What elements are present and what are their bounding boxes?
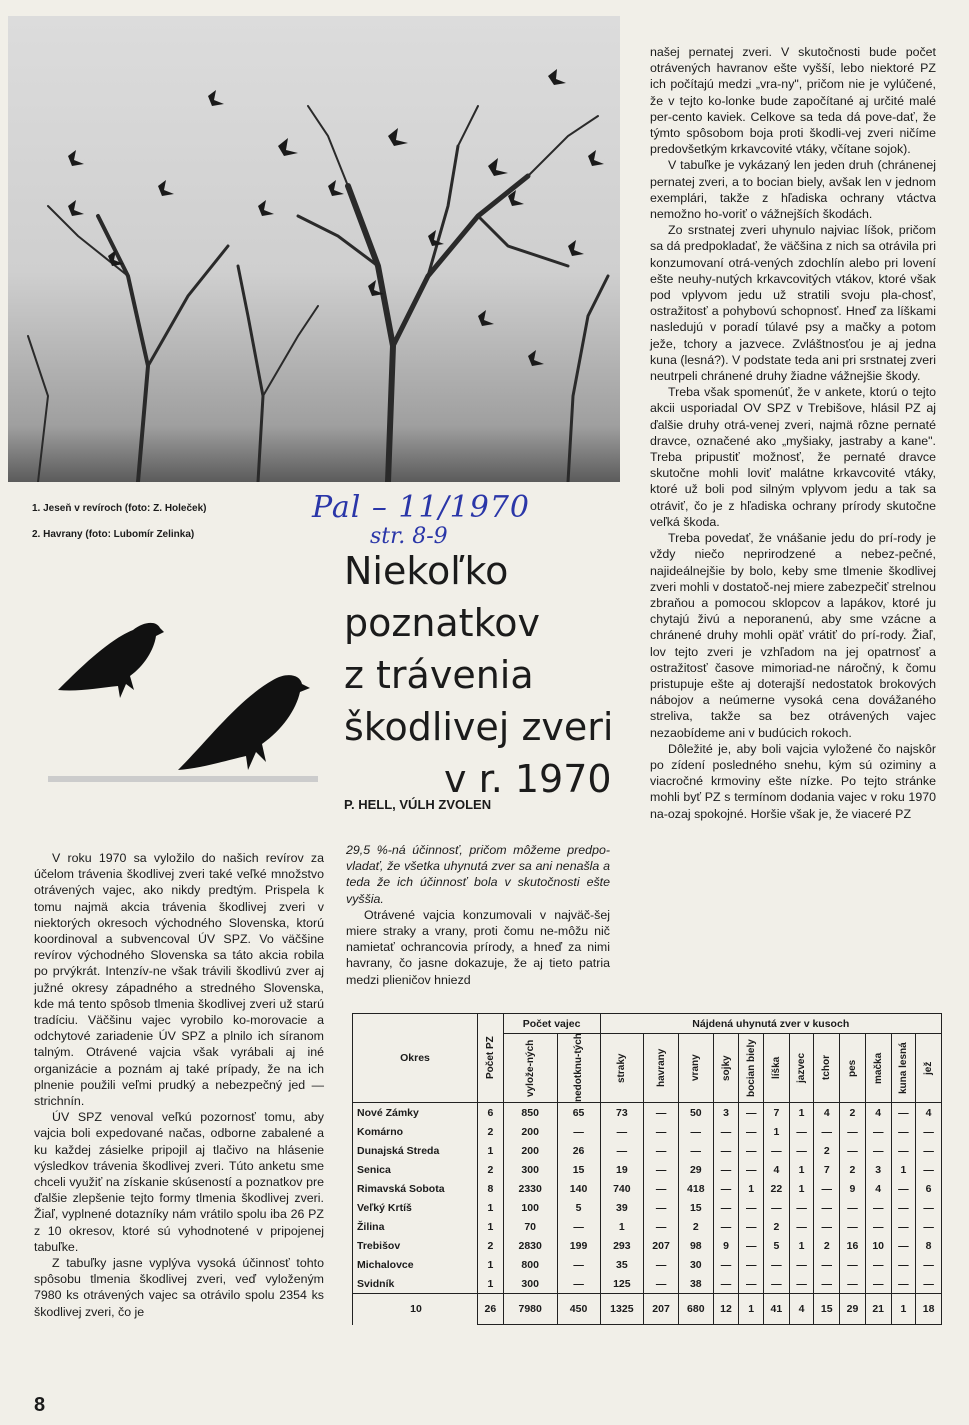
table-cell: — (916, 1274, 942, 1294)
right-paragraph-5: Treba povedať, že vnášanie jedu do prí-rody je vždy niečo neprirodzené a nebez-pečné, najideálnejšie by bolo, keby sme tlmenie škodlivej zveri mohli v dostatoč-nej miere zabezpečiť strelnou zbraňou a pomocou sklopcov a lapákov, ktoré ju chytajú živú a neporanenú, aby sme vzácne a chránené druhy mohli opäť vrátiť do prí-rody. Žiaľ, lov tejto zveri je vzhľadom na jej opatrnosť a ostražitosť časove mimoriad-ne náročný, k čomu pristupuje ešte aj doterajší nedostatok brokových nábojov a neúmerne vysoká cena dovážaného streliva, takže sa bez otrávených vajec nezaobídeme ani v budúcich rokoch. (650, 531, 936, 740)
table-row (353, 1160, 942, 1179)
cell-okres: Veľký Krtíš (353, 1198, 478, 1217)
table-cell: 73 (600, 1103, 644, 1123)
table-cell: 65 (557, 1103, 600, 1123)
page-number: 8 (34, 1394, 46, 1416)
table-cell: — (814, 1255, 840, 1274)
table-cell: 6 (478, 1103, 504, 1123)
col-vrany: vrany (678, 1034, 713, 1103)
table-cell: — (644, 1122, 679, 1141)
table-cell: 1 (478, 1198, 504, 1217)
photo-trees-crows (8, 16, 620, 482)
right-paragraph-4: Treba však spomenúť, že v ankete, ktorú o tejto akcii usporiadal OV SPZ v Trebišove, hlásil PZ aj ďalšie druhy otrá-venej zveri, najmä rôzne pernaté dravce, označené ako „myšiaky, jastraby a kane". Treba pripustiť možnosť, že pernaté dravce skutočne mohli loviť malátne krkavcovité vtáky, ktoré už boli pod silným vplyvom jedu a tak sa otráviť, čo je z hľadiska ochrany prírody skutočne veľká škoda. (650, 385, 936, 529)
table-cell: 15 (557, 1160, 600, 1179)
table-cell: 1 (789, 1160, 814, 1179)
table-cell: — (764, 1255, 790, 1274)
table-cell: — (814, 1274, 840, 1294)
cell-okres: 10 (353, 1294, 478, 1325)
table-cell: — (644, 1103, 679, 1123)
table-cell: 16 (840, 1236, 866, 1255)
table-cell: — (891, 1217, 916, 1236)
table-cell: 2830 (503, 1236, 557, 1255)
table-cell: — (840, 1198, 866, 1217)
table-cell: 207 (644, 1294, 679, 1325)
table-cell: — (713, 1255, 739, 1274)
table-cell: 6 (916, 1179, 942, 1198)
table-cell: 29 (678, 1160, 713, 1179)
right-column (650, 44, 936, 822)
middle-paragraph: Otrávené vajcia konzumovali v najväč-šej miere straky a vrany, proti čomu ne-môžu nič namietať ochrancovia prírody, a hneď za nimi havrany, čo jasne dokazuje, že aj tieto patria medzi plieničov hniezd (346, 907, 610, 987)
table-cell: 3 (865, 1160, 891, 1179)
table-cell: 1325 (600, 1294, 644, 1325)
table-cell: — (764, 1274, 790, 1294)
table-cell: — (814, 1217, 840, 1236)
table-cell: 1 (478, 1274, 504, 1294)
table-cell: 140 (557, 1179, 600, 1198)
table-cell: 2 (764, 1217, 790, 1236)
table-cell: — (891, 1103, 916, 1123)
table-cell: 1 (789, 1103, 814, 1123)
photo-caption-1: 1. Jeseň v revíroch (foto: Z. Holeček) (32, 503, 207, 514)
table-cell: 2 (840, 1160, 866, 1179)
col-jez: jež (916, 1034, 942, 1103)
table-cell: — (789, 1198, 814, 1217)
cell-okres: Rimavská Sobota (353, 1179, 478, 1198)
table-cell: 1 (891, 1294, 916, 1325)
table-cell: 1 (789, 1236, 814, 1255)
table-row (353, 1255, 942, 1274)
table-cell: 2 (478, 1236, 504, 1255)
table-cell: — (865, 1198, 891, 1217)
cell-okres: Michalovce (353, 1255, 478, 1274)
table-cell: 50 (678, 1103, 713, 1123)
table-cell: 4 (789, 1294, 814, 1325)
table-cell: — (644, 1198, 679, 1217)
middle-column (346, 842, 610, 988)
table-row (353, 1274, 942, 1294)
table-cell: 2 (814, 1236, 840, 1255)
table-cell: 5 (557, 1198, 600, 1217)
table-cell: 200 (503, 1122, 557, 1141)
table-header-group-row (353, 1014, 942, 1034)
table-cell: — (814, 1198, 840, 1217)
table-cell: 418 (678, 1179, 713, 1198)
table-cell: — (891, 1198, 916, 1217)
left-paragraph-2: ÚV SPZ venoval veľkú pozornosť tomu, aby vajcia boli expedované načas, odborne zabalené a ku každej zásielke pripojil aj tlačivo na hlásenie výsledkov trávenia škodlivej zveri. Túto anketu sme chceli využiť na získanie skúseností a poznatkov pre ďalšie zlepšenie tejto formy tlmenia škodlivej zveri. Žiaľ, vyplnené dotazníky nám vrátilo spolu iba 26 PZ z 10 okresov, ktoré sú vyhodnotené v pripojenej tabuľke. (34, 1110, 324, 1254)
table-cell: — (644, 1141, 679, 1160)
cell-okres: Žilina (353, 1217, 478, 1236)
table-cell: — (865, 1217, 891, 1236)
table-cell: — (891, 1122, 916, 1141)
cell-okres: Trebišov (353, 1236, 478, 1255)
table-cell: — (865, 1255, 891, 1274)
trees-crows-illustration (8, 16, 620, 482)
cell-okres: Svidník (353, 1274, 478, 1294)
table-cell: 4 (916, 1103, 942, 1123)
table-cell: — (891, 1274, 916, 1294)
table-cell: 4 (764, 1160, 790, 1179)
table-cell: — (891, 1141, 916, 1160)
table-row (353, 1198, 942, 1217)
table-cell: — (891, 1255, 916, 1274)
table-cell: — (916, 1255, 942, 1274)
col-bocian: bocian biely (739, 1034, 764, 1103)
table-cell: 41 (764, 1294, 790, 1325)
table-cell: — (865, 1122, 891, 1141)
table-cell: 680 (678, 1294, 713, 1325)
table-cell: 15 (814, 1294, 840, 1325)
table-cell: — (713, 1274, 739, 1294)
table-cell: — (916, 1122, 942, 1141)
table-cell: 1 (739, 1179, 764, 1198)
table-cell: — (789, 1274, 814, 1294)
table-cell: 3 (713, 1103, 739, 1123)
title-line-1: Niekoľko poznatkov (344, 549, 540, 645)
table-row (353, 1236, 942, 1255)
right-paragraph-3: Zo srstnatej zveri uhynulo najviac líšok, pričom sa dá predpokladať, že väčšina z nich sa otrávila pri konzumovaní otrá-vených zdochlín alebo pri lovení ešte neuhy-nutých krkavcovitých vtákov, ktoré však pod vplyvom jedu už stratili svoju pla-chosť, ostražitosť a pohybovú schopnosť. Hneď za líškami nasledujú v poradí túlavé psy a mačky a potom ježe, tchory a jazvece. Zvláštnosťou je aj jedna kuna (lesná?). V podstate teda ani pri srstnatej zveri neutrpeli chránené druhy žiadne vážnejšie škody. (650, 223, 936, 384)
table-cell: 1 (600, 1217, 644, 1236)
col-tchor: tchor (814, 1034, 840, 1103)
table-cell: — (789, 1122, 814, 1141)
title-line-4: v r. 1970 (444, 757, 612, 801)
table-cell: — (713, 1122, 739, 1141)
table-row (353, 1103, 942, 1123)
table-cell: — (713, 1141, 739, 1160)
table-cell: — (891, 1179, 916, 1198)
left-column (34, 850, 324, 1320)
table-cell: 2330 (503, 1179, 557, 1198)
table-cell: — (557, 1217, 600, 1236)
table-cell: — (789, 1141, 814, 1160)
col-jazvec: jazvec (789, 1034, 814, 1103)
table-cell: 1 (891, 1160, 916, 1179)
table-row (353, 1179, 942, 1198)
table-cell: — (713, 1179, 739, 1198)
table-cell: — (739, 1236, 764, 1255)
table-cell: — (713, 1198, 739, 1217)
table-cell: 1 (789, 1179, 814, 1198)
table-row (353, 1217, 942, 1236)
col-straky: straky (600, 1034, 644, 1103)
table-cell: — (739, 1103, 764, 1123)
table-cell: 10 (865, 1236, 891, 1255)
table-cell: — (840, 1274, 866, 1294)
col-nedotknutych: nedotknu-tých (557, 1034, 600, 1103)
handwritten-page-ref: str. 8-9 (370, 524, 448, 549)
table-cell: 19 (600, 1160, 644, 1179)
table-cell: 38 (678, 1274, 713, 1294)
table-cell: — (916, 1160, 942, 1179)
table-cell: — (789, 1217, 814, 1236)
title-line-3: škodlivej zveri (344, 705, 614, 749)
table-cell: 1 (478, 1217, 504, 1236)
right-paragraph-6: Dôležité je, aby boli vajcia vyložené čo najskôr po zídení posledného snehu, kým sú oziminy a viacročné krmoviny ešte nízke. Po tejto stránke mohli byť PZ s termínom dodania vajec v roku 1970 na-ozaj spokojné. Horšie však je, že viaceré PZ (650, 741, 936, 821)
table-cell: 7980 (503, 1294, 557, 1325)
table-cell: — (713, 1217, 739, 1236)
table-cell: 200 (503, 1141, 557, 1160)
table-cell: 850 (503, 1103, 557, 1123)
table-cell: 125 (600, 1274, 644, 1294)
table-row (353, 1122, 942, 1141)
table-cell: — (713, 1160, 739, 1179)
table-cell: 199 (557, 1236, 600, 1255)
photo-caption-2: 2. Havrany (foto: Lubomír Zelinka) (32, 529, 195, 540)
right-paragraph-1: našej pernatej zveri. V skutočnosti bude počet otrávených havranov ešte vyšší, lebo niektoré PZ ich počítajú medzi „vra-ny", pričom nie je vylúčené, že v tejto ko-lonke bude započítané aj určité malé per-cento kaviek. Celkove sa teda dá pove-dať, že týmto spôsobom boja proti škodli-vej zveri ničíme predovšetkým krkavcovité vtáky, včítane sojok). (650, 45, 936, 157)
table-cell: 4 (865, 1103, 891, 1123)
table-cell: — (916, 1198, 942, 1217)
table-cell: — (739, 1122, 764, 1141)
table-cell: — (739, 1160, 764, 1179)
poisoning-results-table (352, 1013, 942, 1325)
table-cell: — (739, 1141, 764, 1160)
table-cell: 9 (713, 1236, 739, 1255)
table-row (353, 1141, 942, 1160)
col-macka: mačka (865, 1034, 891, 1103)
table-cell: — (865, 1274, 891, 1294)
table-cell: 800 (503, 1255, 557, 1274)
table-cell: — (739, 1274, 764, 1294)
table-cell: 7 (814, 1160, 840, 1179)
table-cell: — (600, 1141, 644, 1160)
table-cell: 8 (916, 1236, 942, 1255)
table-cell: 300 (503, 1160, 557, 1179)
left-paragraph-1: V roku 1970 sa vyložilo do našich revírov za účelom trávenia škodlivej zveri také veľké množstvo otrávených vajec, ako nikdy predtým. Prispela k tomu najmä akcia trávenia škodlivej zveri v niektorých okresoch východného Slovenska, ktorú koordinoval a subvencoval ÚV SPZ. Vo väčšine revírov východného Slovenska sa táto akcia robila po prvýkrát. Intenzív-ne však trávili škodlivú zver aj južné okresy západného a stredného Slovenska, kde má tento spôsob tlmenia škodlivej zveri už starú tradíciu. Väčšinu vajec vyrobilo ko-morovacie a odchytové zariadenie ÚV SPZ a plnilo ich síranom talným. Otrávené vajcia však vyrábali aj iné organizácie a poznám aj také prípady, že na ich plnenie použili veľmi prudký a nebezpečný jed — strichnín. (34, 851, 324, 1109)
right-paragraph-2: V tabuľke je vykázaný len jeden druh (chránenej pernatej zveri, a to bocian biely, avšak len v jednom exemplári, takže z hľadiska ochrany vtáctva nemožno ho-voriť o vážnejších škodách. (650, 158, 936, 222)
crow-silhouettes (38, 580, 328, 800)
table-cell: 2 (678, 1217, 713, 1236)
table-cell: — (644, 1160, 679, 1179)
table-cell: 1 (478, 1141, 504, 1160)
table-cell: 26 (478, 1294, 504, 1325)
cell-okres: Nové Zámky (353, 1103, 478, 1123)
table-total-row (353, 1294, 942, 1325)
table-cell: — (840, 1122, 866, 1141)
group-found-header: Nájdená uhynutá zver v kusoch (600, 1014, 942, 1034)
table-cell: 98 (678, 1236, 713, 1255)
cell-okres: Komárno (353, 1122, 478, 1141)
table-cell: 18 (916, 1294, 942, 1325)
table-cell: — (840, 1217, 866, 1236)
table-cell: — (840, 1141, 866, 1160)
table-cell: 5 (764, 1236, 790, 1255)
table-cell: 26 (557, 1141, 600, 1160)
table-cell: — (739, 1198, 764, 1217)
table-cell: — (644, 1217, 679, 1236)
table-cell: 450 (557, 1294, 600, 1325)
table-cell: — (764, 1198, 790, 1217)
title-line-2: z trávenia (344, 653, 534, 697)
cell-okres: Senica (353, 1160, 478, 1179)
table-cell: 15 (678, 1198, 713, 1217)
table-cell: 293 (600, 1236, 644, 1255)
table-cell: 35 (600, 1255, 644, 1274)
table-cell: — (764, 1141, 790, 1160)
table-cell: 2 (840, 1103, 866, 1123)
table-cell: — (644, 1274, 679, 1294)
table-cell: 2 (478, 1160, 504, 1179)
crows-photo (38, 580, 328, 800)
table-cell: — (678, 1141, 713, 1160)
handwritten-annotation: Pal – 11/1970 (312, 490, 531, 525)
table-cell: — (840, 1255, 866, 1274)
col-pocet-pz: Počet PZ (478, 1014, 504, 1103)
table-cell: 39 (600, 1198, 644, 1217)
table-cell: 21 (865, 1294, 891, 1325)
col-pes: pes (840, 1034, 866, 1103)
cell-okres: Dunajská Streda (353, 1141, 478, 1160)
table-cell: 300 (503, 1274, 557, 1294)
table-cell: 12 (713, 1294, 739, 1325)
table-cell: 4 (865, 1179, 891, 1198)
col-havrany: havrany (644, 1034, 679, 1103)
col-sojky: sojky (713, 1034, 739, 1103)
table-cell: — (891, 1236, 916, 1255)
table-cell: 1 (478, 1255, 504, 1274)
table-cell: — (557, 1122, 600, 1141)
table-cell: — (814, 1179, 840, 1198)
table-cell: 8 (478, 1179, 504, 1198)
table-cell: — (600, 1122, 644, 1141)
table-cell: — (916, 1217, 942, 1236)
table-cell: — (739, 1255, 764, 1274)
table-cell: — (557, 1255, 600, 1274)
table-cell: 7 (764, 1103, 790, 1123)
article-author: P. HELL, VÚLH ZVOLEN (344, 797, 492, 812)
left-paragraph-3: Z tabuľky jasne vyplýva vysoká účinnosť tohto spôsobu tlmenia škodlivej zveri, veď vyloženým 7980 ks otrávených vajec sa otrávilo spolu 2354 ks škodlivej zveri, čo je (34, 1256, 324, 1319)
table-cell: 4 (814, 1103, 840, 1123)
table-cell: — (916, 1141, 942, 1160)
col-okres: Okres (353, 1014, 478, 1103)
col-kuna: kuna lesná (891, 1034, 916, 1103)
table-cell: 22 (764, 1179, 790, 1198)
lead-paragraph: 29,5 %-ná účinnosť, pričom môžeme predpo-vladať, že všetka uhynutá zver sa ani nenašla a teda že ich účinnosť bola v skutočnosti ešte vyššia. (346, 843, 610, 906)
table-cell: 70 (503, 1217, 557, 1236)
table-cell: 1 (764, 1122, 790, 1141)
table-cell: 740 (600, 1179, 644, 1198)
table-cell: 1 (739, 1294, 764, 1325)
article-title (344, 545, 644, 805)
table-cell: 207 (644, 1236, 679, 1255)
table-cell: — (644, 1255, 679, 1274)
group-eggs-header: Počet vajec (503, 1014, 600, 1034)
table-cell: 100 (503, 1198, 557, 1217)
table-cell: — (557, 1274, 600, 1294)
table-cell: — (644, 1179, 679, 1198)
col-vylozenych: vylože-ných (503, 1034, 557, 1103)
table-cell: 2 (478, 1122, 504, 1141)
table-cell: — (678, 1122, 713, 1141)
table-cell: 29 (840, 1294, 866, 1325)
table-cell: 30 (678, 1255, 713, 1274)
table-cell: 2 (814, 1141, 840, 1160)
table-cell: — (739, 1217, 764, 1236)
table-cell: — (814, 1122, 840, 1141)
table-cell: — (789, 1255, 814, 1274)
col-liska: líška (764, 1034, 790, 1103)
table-cell: — (865, 1141, 891, 1160)
table-cell: 9 (840, 1179, 866, 1198)
